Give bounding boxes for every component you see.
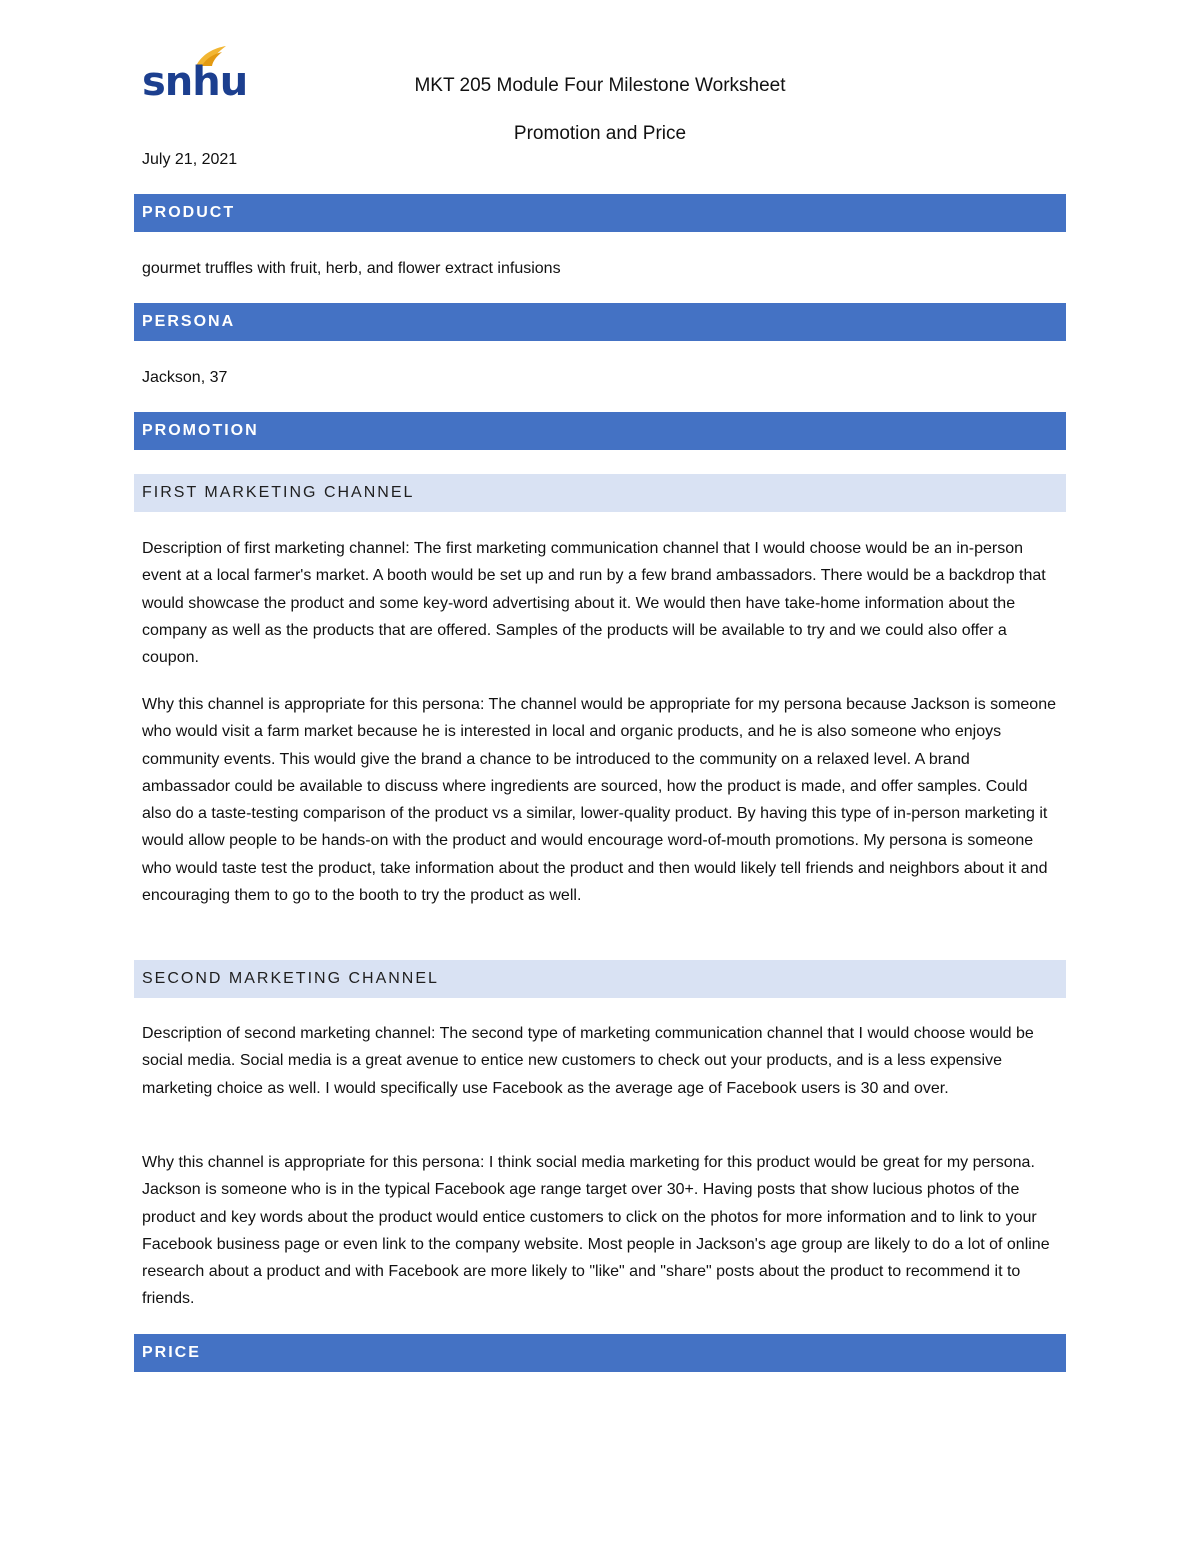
document-date: July 21, 2021 <box>142 151 238 168</box>
first-channel-why: Why this channel is appropriate for this persona: The channel would be appropriate for my persona because Jackson is someone who would visit a farm market because he is interested in local and organic products, and he is also someone who enjoys community events. This would give the brand a chance to be introduced to the community on a relaxed level. A brand ambassador could be available to discuss where ingredients are sourced, how the product is made, and offer samples. Could also do a taste-testing comparison of the product vs a similar, lower-quality product. By having this type of in-person marketing it would allow people to be hands-on with the product and would encourage word-of-mouth promotions. My persona is someone who would taste test the product, take information about the product and then would likely tell friends and neighbors about it and encouraging them to go to the booth to try the product as well. <box>142 696 1056 905</box>
first-channel-heading: FIRST MARKETING CHANNEL <box>134 474 1066 512</box>
persona-value: Jackson, 37 <box>142 369 228 386</box>
price-heading: PRICE <box>134 1334 1066 1372</box>
document-title: MKT 205 Module Four Milestone Worksheet <box>414 75 786 96</box>
second-channel-description: Description of second marketing channel: The second type of marketing communication channel that I would choose would be social media. Social media is a great avenue to entice new customers to check out your products, and is a less expensive marketing choice as well. I would specifically use Facebook as the average age of Facebook users is 30 and over. <box>142 1025 1034 1097</box>
product-heading: PRODUCT <box>134 194 1066 232</box>
document-subtitle: Promotion and Price <box>513 123 687 144</box>
persona-heading: PERSONA <box>134 303 1066 341</box>
second-channel-why: Why this channel is appropriate for this persona: I think social media marketing for this product would be great for my persona. Jackson is someone who is in the typical Facebook age range target over 30+. Having posts that show lucious photos of the product and key words about the product would entice customers to click on the photos for more information and to link to your Facebook business page or even link to the company website. Most people in Jackson's age group are likely to do a lot of online research about a product and with Facebook are more likely to "like" and "share" posts about the product to recommend it to friends. <box>142 1154 1050 1308</box>
second-channel-heading: SECOND MARKETING CHANNEL <box>134 960 1066 998</box>
logo-wordmark: snhu <box>142 59 248 105</box>
promotion-heading: PROMOTION <box>134 412 1066 450</box>
first-channel-description: Description of first marketing channel: The first marketing communication channel that I would choose would be an in-person event at a local farmer's market. A booth would be set up and run by a few brand ambassadors. There would be a backdrop that would showcase the product and some key-word advertising about it. We would then have take-home information about the company as well as the products that are offered. Samples of the products will be available to try and we could also offer a coupon. <box>142 540 1046 667</box>
product-value: gourmet truffles with fruit, herb, and flower extract infusions <box>142 260 561 277</box>
